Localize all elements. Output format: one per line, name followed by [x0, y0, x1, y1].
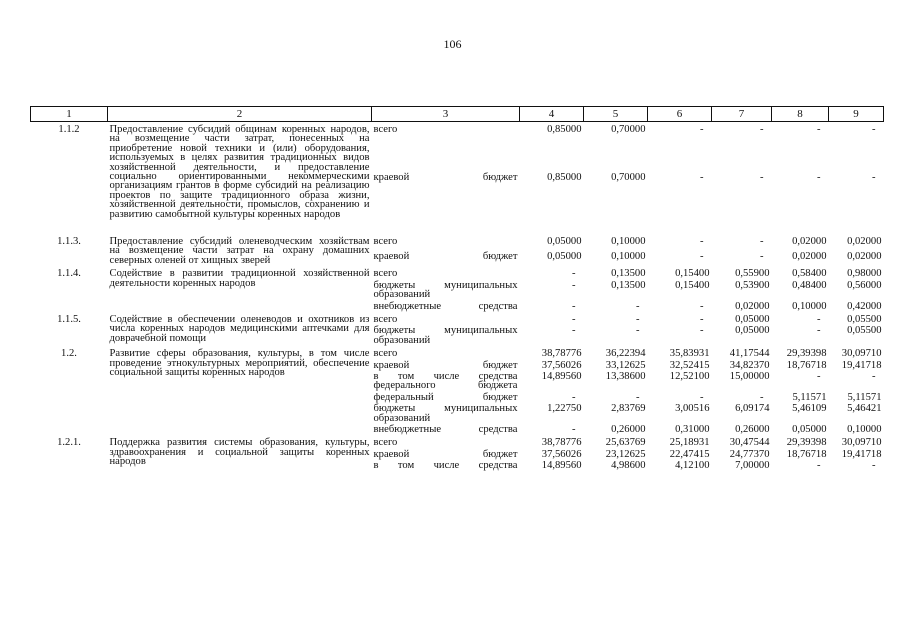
funding-source: всего: [373, 236, 398, 248]
amount-cell: -: [759, 124, 764, 135]
funding-source: внебюджетные средства: [373, 300, 518, 312]
item-number: 1.2.1.: [57, 437, 81, 449]
amount-cell: 19,41718: [841, 448, 882, 460]
amount-cell: 38,78776: [541, 437, 582, 449]
amount-cell: -: [871, 124, 876, 135]
amount-cell: 0,10000: [611, 236, 646, 248]
amount-cell: -: [571, 391, 576, 403]
amount-cell: 0,05000: [735, 313, 770, 325]
amount-cell: 14,89560: [541, 370, 582, 382]
amount-cell: -: [871, 172, 876, 184]
amount-cell: 0,13500: [611, 279, 646, 291]
amount-cell: 32,52415: [669, 359, 710, 371]
page-number: 106: [443, 37, 462, 51]
funding-source: краевой бюджет: [373, 251, 518, 263]
amount-cell: 7,00000: [735, 460, 770, 472]
amount-cell: 0,05000: [735, 325, 770, 337]
amount-cell: 30,09710: [841, 348, 882, 360]
item-description: Развитие сферы образования, культуры, в том числе проведение этнокультурных мероприятий, обеспечение социальной защиты коренных народов: [109, 348, 370, 378]
amount-cell: 4,12100: [675, 460, 710, 472]
amount-cell: -: [816, 460, 821, 472]
amount-cell: -: [635, 391, 640, 403]
column-number-header: [31, 107, 884, 122]
amount-cell: 0,05000: [547, 251, 582, 263]
amount-cell: -: [871, 370, 876, 382]
amount-cell: -: [699, 391, 704, 403]
amount-cell: -: [635, 300, 640, 312]
amount-cell: 2,83769: [611, 403, 646, 415]
amount-cell: 13,38600: [605, 370, 646, 382]
amount-cell: 30,47544: [729, 437, 770, 449]
item-number: 1.1.4.: [57, 268, 81, 280]
amount-cell: -: [816, 124, 821, 135]
amount-cell: 0,05000: [792, 423, 827, 435]
item-number: 1.2.: [61, 348, 77, 360]
amount-cell: -: [571, 325, 576, 337]
column-header: 8: [772, 107, 829, 122]
amount-cell: 29,39398: [786, 437, 827, 449]
amount-cell: 18,76718: [786, 359, 827, 371]
funding-source: бюджеты муниципальных образований: [373, 325, 518, 346]
amount-cell: 33,12625: [605, 359, 646, 371]
funding-source: краевой бюджет: [373, 359, 518, 371]
column-header: 4: [520, 107, 584, 122]
amount-cell: 0,15400: [675, 279, 710, 291]
amount-cell: 0,70000: [611, 124, 646, 135]
funding-source: краевой бюджет: [373, 172, 518, 184]
amount-cell: 0,10000: [847, 423, 882, 435]
amount-cell: 5,46109: [792, 403, 827, 415]
amount-cell: 0,31000: [675, 423, 710, 435]
amount-cell: 0,15400: [675, 268, 710, 280]
amount-cell: 0,48400: [792, 279, 827, 291]
amount-cell: 0,85000: [547, 172, 582, 184]
column-header: 5: [584, 107, 648, 122]
amount-cell: -: [699, 251, 704, 263]
amount-cell: 0,13500: [611, 268, 646, 280]
amount-cell: 4,98600: [611, 460, 646, 472]
item-description: Поддержка развития системы образования, культуры, здравоохранения и социальной защиты коренных народов: [109, 437, 370, 468]
funding-source: всего: [373, 268, 398, 280]
funding-source: в том числе средства федерального бюджета: [373, 370, 518, 392]
amount-cell: 0,02000: [792, 251, 827, 263]
amount-cell: 14,89560: [541, 460, 582, 472]
amount-cell: -: [871, 460, 876, 472]
amount-cell: 0,05500: [847, 313, 882, 325]
table-body: [31, 124, 884, 474]
amount-cell: 22,47415: [669, 448, 710, 460]
item-number: 1.1.2: [58, 124, 80, 135]
column-header: 3: [372, 107, 520, 122]
amount-cell: 0,02000: [792, 236, 827, 248]
item-description: Предоставление субсидий оленеводческим хозяйствам на возмещение части затрат на охрану домашних северных оленей от хищных зверей: [109, 236, 370, 266]
amount-cell: 18,76718: [786, 448, 827, 460]
amount-cell: 41,17544: [729, 348, 770, 360]
amount-cell: 0,55900: [735, 268, 770, 280]
amount-cell: -: [699, 236, 704, 248]
column-header: 6: [648, 107, 712, 122]
amount-cell: -: [571, 313, 576, 325]
amount-cell: 3,00516: [675, 403, 710, 415]
amount-cell: 24,77370: [729, 448, 770, 460]
amount-cell: -: [699, 300, 704, 312]
amount-cell: 12,52100: [669, 370, 710, 382]
table-row: [31, 314, 884, 325]
amount-cell: -: [816, 325, 821, 337]
table-row: [31, 268, 884, 279]
amount-cell: 0,26000: [611, 423, 646, 435]
amount-cell: 29,39398: [786, 348, 827, 360]
funding-source: всего: [373, 313, 398, 325]
budget-table: [30, 106, 884, 474]
funding-source: всего: [373, 348, 398, 360]
amount-cell: 5,11571: [847, 391, 882, 403]
amount-cell: 25,18931: [669, 437, 710, 449]
amount-cell: -: [759, 391, 764, 403]
table-row: [31, 437, 884, 448]
amount-cell: 0,10000: [792, 300, 827, 312]
amount-cell: -: [816, 370, 821, 382]
amount-cell: 37,56026: [541, 359, 582, 371]
funding-source: в том числе средства: [373, 460, 518, 472]
column-header: 7: [712, 107, 772, 122]
table-row: [31, 124, 884, 172]
item-description: Содействие в развитии традиционной хозяйственной деятельности коренных народов: [109, 268, 370, 289]
amount-cell: -: [699, 124, 704, 135]
amount-cell: 0,58400: [792, 268, 827, 280]
item-number: 1.1.3.: [57, 236, 81, 248]
amount-cell: -: [571, 423, 576, 435]
amount-cell: 0,85000: [547, 124, 582, 135]
amount-cell: -: [635, 325, 640, 337]
amount-cell: 5,46421: [847, 403, 882, 415]
amount-cell: 5,11571: [792, 391, 827, 403]
amount-cell: 0,70000: [611, 172, 646, 184]
amount-cell: 0,02000: [847, 236, 882, 248]
amount-cell: -: [699, 313, 704, 325]
item-number: 1.1.5.: [57, 313, 81, 325]
column-header: 1: [31, 107, 108, 122]
amount-cell: -: [571, 268, 576, 280]
funding-source: внебюджетные средства: [373, 423, 518, 435]
amount-cell: 0,42000: [847, 300, 882, 312]
amount-cell: -: [816, 172, 821, 184]
item-description: Предоставление субсидий общинам коренных народов, на возмещение части затрат, понесенных на приобретение новой техники и (или) оборудования, используемых в целях развития традиционных видов хозяйственной деятельности, и предоставление социально ориентированными некоммерческими организациям грантов в форме субсидий на реализацию проектов по защите традиционного образа жизни, хозяйственной деятельности, промыслов, сохранению и развитию самобытной культуры коренных народов: [109, 124, 370, 220]
amount-cell: 0,02000: [735, 300, 770, 312]
amount-cell: 35,83931: [669, 348, 710, 360]
amount-cell: 25,63769: [605, 437, 646, 449]
amount-cell: 0,53900: [735, 279, 770, 291]
amount-cell: 0,05500: [847, 325, 882, 337]
amount-cell: 30,09710: [841, 437, 882, 449]
amount-cell: 38,78776: [541, 348, 582, 360]
amount-cell: -: [571, 279, 576, 291]
item-description: Содействие в обеспечении оленеводов и охотников из числа коренных народов медицинскими аптечками для доврачебной помощи: [109, 313, 370, 344]
amount-cell: -: [571, 300, 576, 312]
amount-cell: 15,00000: [729, 370, 770, 382]
amount-cell: 0,98000: [847, 268, 882, 280]
amount-cell: -: [699, 325, 704, 337]
amount-cell: 0,05000: [547, 236, 582, 248]
funding-source: всего: [373, 124, 398, 135]
amount-cell: 0,02000: [847, 251, 882, 263]
amount-cell: 23,12625: [605, 448, 646, 460]
funding-source: бюджеты муниципальных образований: [373, 279, 518, 301]
funding-source: краевой бюджет: [373, 448, 518, 460]
amount-cell: -: [699, 172, 704, 184]
amount-cell: 36,22394: [605, 348, 646, 360]
amount-cell: -: [759, 236, 764, 248]
amount-cell: 0,56000: [847, 279, 882, 291]
amount-cell: -: [816, 313, 821, 325]
amount-cell: -: [759, 172, 764, 184]
amount-cell: 34,82370: [729, 359, 770, 371]
amount-cell: 19,41718: [841, 359, 882, 371]
amount-cell: -: [759, 251, 764, 263]
funding-source: федеральный бюджет: [373, 391, 518, 403]
amount-cell: 1,22750: [547, 403, 582, 415]
amount-cell: 0,10000: [611, 251, 646, 263]
amount-cell: 37,56026: [541, 448, 582, 460]
column-header: 9: [829, 107, 884, 122]
column-header: 2: [108, 107, 372, 122]
amount-cell: -: [635, 313, 640, 325]
amount-cell: 0,26000: [735, 423, 770, 435]
amount-cell: 6,09174: [735, 403, 770, 415]
table-row: [31, 348, 884, 359]
table-row: [31, 236, 884, 251]
funding-source: всего: [373, 437, 398, 449]
funding-source: бюджеты муниципальных образований: [373, 403, 518, 424]
